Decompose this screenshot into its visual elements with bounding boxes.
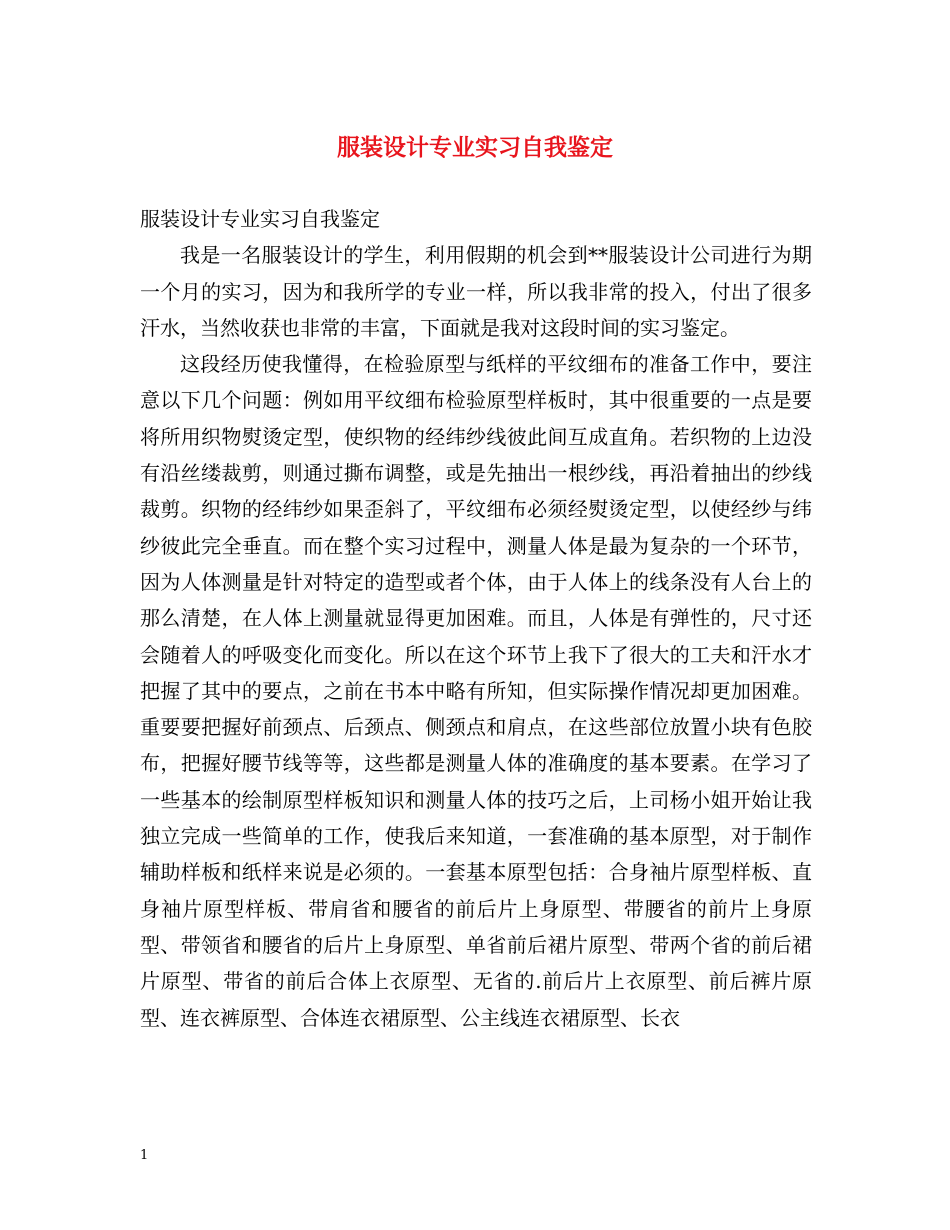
paragraph-intro: 我是一名服装设计的学生，利用假期的机会到**服装设计公司进行为期一个月的实习，因为和我所学的专业一样，所以我非常的投入，付出了很多汗水，当然收获也非常的丰富，下面就是我对这段时间的实习鉴定。 — [140, 243, 812, 340]
document-title: 服装设计专业实习自我鉴定 — [337, 134, 613, 161]
document-body — [140, 201, 812, 1036]
paragraph-experience: 这段经历使我懂得，在检验原型与纸样的平纹细布的准备工作中，要注意以下几个问题：例如用平纹细布检验原型样板时，其中很重要的一点是要将所用织物熨烫定型，使织物的经纬纱线彼此间互成直角。若织物的上边没有沿丝缕裁剪，则通过撕布调整，或是先抽出一根纱线，再沿着抽出的纱线裁剪。织物的经纬纱如果歪斜了，平纹细布必须经熨烫定型，以使经纱与纬纱彼此完全垂直。而在整个实习过程中，测量人体是最为复杂的一个环节，因为人体测量是针对特定的造型或者个体，由于人体上的线条没有人台上的那么清楚，在人体上测量就显得更加困难。而且，人体是有弹性的，尺寸还会随着人的呼吸变化而变化。所以在这个环节上我下了很大的工夫和汗水才把握了其中的要点，之前在书本中略有所知，但实际操作情况却更加困难。重要要把握好前颈点、后颈点、侧颈点和肩点，在这些部位放置小块有色胶布，把握好腰节线等等，这些都是测量人体的准确度的基本要素。在学习了一些基本的绘制原型样板知识和测量人体的技巧之后，上司杨小姐开始让我独立完成一些简单的工作，使我后来知道，一套准确的基本原型，对于制作辅助样板和纸样来说是必须的。一套基本原型包括：合身袖片原型样板、直身袖片原型样板、带肩省和腰省的前后片上身原型、带腰省的前片上身原型、带领省和腰省的后片上身原型、单省前后裙片原型、带两个省的前后裙片原型、带省的前后合体上衣原型、无省的.前后片上衣原型、前后裤片原型、连衣裤原型、合体连衣裙原型、公主线连衣裙原型、长衣 — [140, 352, 812, 1030]
page-number: 1 — [140, 1148, 149, 1163]
document-subtitle: 服装设计专业实习自我鉴定 — [140, 207, 380, 231]
